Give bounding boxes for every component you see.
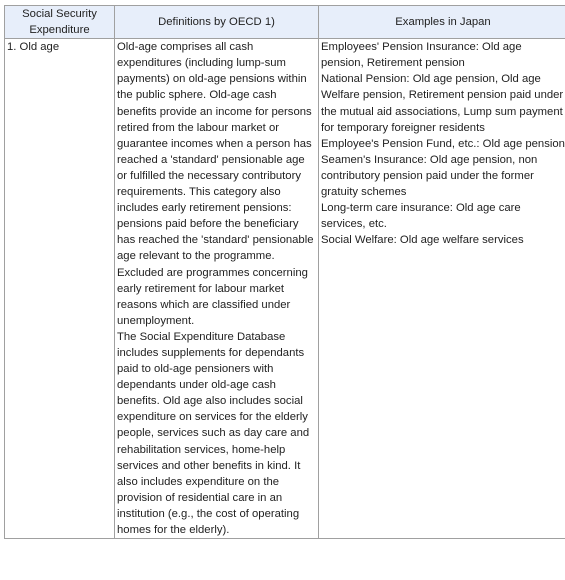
example-item: Employees' Pension Insurance: Old age pension, Retirement pension (321, 41, 522, 70)
header-row (5, 6, 565, 39)
category-label: 1. Old age (7, 41, 60, 54)
example-item: Seamen's Insurance: Old age pension, non contributory pension paid under the former gratuity schemes (321, 153, 538, 199)
example-item: Employee's Pension Fund, etc.: Old age pension (321, 137, 565, 150)
category-cell (5, 39, 115, 539)
header-definitions-by-oecd: Definitions by OECD 1) (115, 6, 319, 39)
example-item: National Pension: Old age pension, Old age Welfare pension, Retirement pension paid under the mutual aid associations, Lump sum payment for temporary foreigner residents (321, 73, 564, 134)
definition-cell (115, 39, 319, 539)
header-social-security-expenditure: Social Security Expenditure (5, 6, 115, 39)
definition-paragraph: The Social Expenditure Database includes supplements for dependants paid to old-age pensioners with dependants under old-age cash benefits. Old age also includes social expenditure on services for the elderly people, services such as day care and rehabilitation services, home-help services and other benefits in kind. It also includes expenditure on the provision of residential care in an institution (e.g., the cost of operating homes for the elderly). (117, 330, 310, 536)
examples-cell (319, 39, 565, 539)
header-examples-in-japan: Examples in Japan (319, 6, 565, 39)
example-item: Long-term care insurance: Old age care services, etc. (321, 202, 521, 231)
oecd-definitions-table (4, 5, 565, 539)
table-body (5, 39, 565, 539)
table-row (5, 39, 565, 539)
example-item: Social Welfare: Old age welfare services (321, 234, 524, 247)
table-header (5, 6, 565, 39)
definition-paragraph: Old-age comprises all cash expenditures (including lump-sum payments) on old-age pensions within the public sphere. Old-age cash benefits provide an income for persons retired from the labour market or guarantee incomes when a person has reached a 'standard' pensionable age or fulfilled the necessary contributory requirements. This category also includes early retirement pensions: pensions paid before the beneficiary has reached the 'standard' pensionable age relevant to the programme. Excluded are programmes concerning early retirement for labour market reasons which are classified under unemployment. (117, 41, 314, 327)
